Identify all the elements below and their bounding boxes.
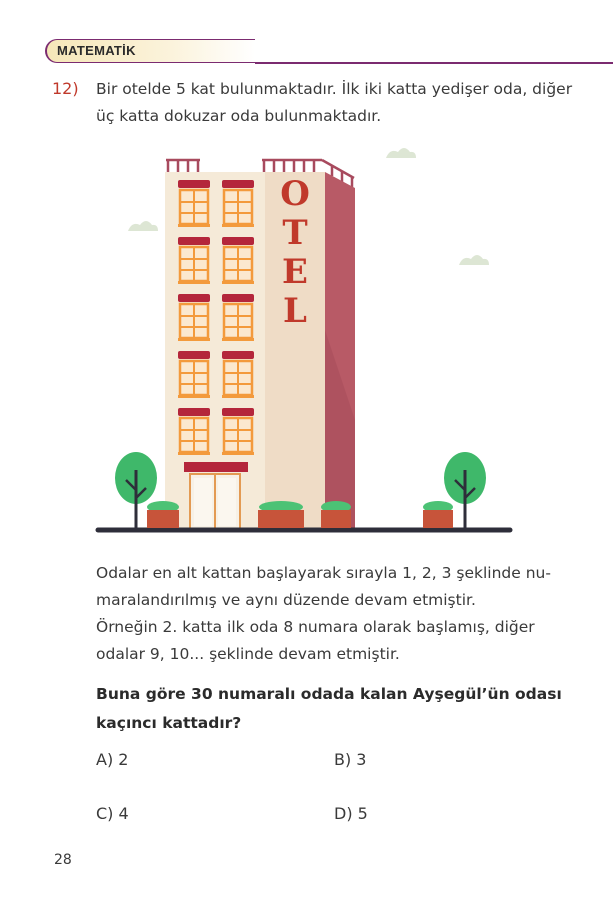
body-line: Örneğin 2. katta ilk oda 8 numara olarak başlamış, diğer: [96, 618, 535, 636]
window: [222, 294, 254, 341]
prompt-line: kaçıncı kattadır?: [96, 714, 242, 732]
option-b[interactable]: B) 3: [334, 750, 367, 769]
intro-line: Bir otelde 5 kat bulunmaktadır. İlk iki katta yedişer oda, diğer: [96, 80, 573, 98]
question-number: 12): [52, 79, 79, 98]
body-line: odalar 9, 10... şeklinde devam etmiştir.: [96, 645, 400, 663]
cloud: [128, 221, 158, 231]
subject-title: MATEMATİK: [57, 43, 136, 58]
window: [178, 180, 210, 227]
roof-railing-left: [166, 160, 200, 172]
body-line: maralandırılmış ve aynı düzende devam etmiştir.: [96, 591, 476, 609]
cloud: [459, 255, 489, 265]
otel-sign: [280, 174, 310, 331]
sign-letter: E: [282, 252, 308, 292]
sign-letter: T: [282, 213, 308, 253]
intro-line: üç katta dokuzar oda bulunmaktadır.: [96, 107, 382, 125]
window: [222, 351, 254, 398]
planter: [258, 501, 304, 528]
window: [222, 408, 254, 455]
sign-letter: L: [283, 291, 307, 331]
window: [178, 237, 210, 284]
question-body: [96, 560, 551, 668]
window: [222, 180, 254, 227]
option-a[interactable]: A) 2: [96, 750, 129, 769]
planter: [147, 501, 179, 528]
cloud: [386, 148, 416, 158]
body-line: Odalar en alt kattan başlayarak sırayla 1, 2, 3 şeklinde nu-: [96, 564, 551, 582]
page-number: 28: [54, 852, 72, 868]
option-d[interactable]: D) 5: [334, 804, 368, 823]
prompt-line: Buna göre 30 numaralı odada kalan Ayşegül’ün odası: [96, 685, 562, 703]
window: [222, 237, 254, 284]
window: [178, 294, 210, 341]
planter: [321, 501, 351, 528]
window: [178, 351, 210, 398]
sign-letter: O: [280, 174, 310, 214]
planter: [423, 501, 453, 528]
option-c[interactable]: C) 4: [96, 804, 129, 823]
question-prompt: [96, 680, 562, 738]
window: [178, 408, 210, 455]
